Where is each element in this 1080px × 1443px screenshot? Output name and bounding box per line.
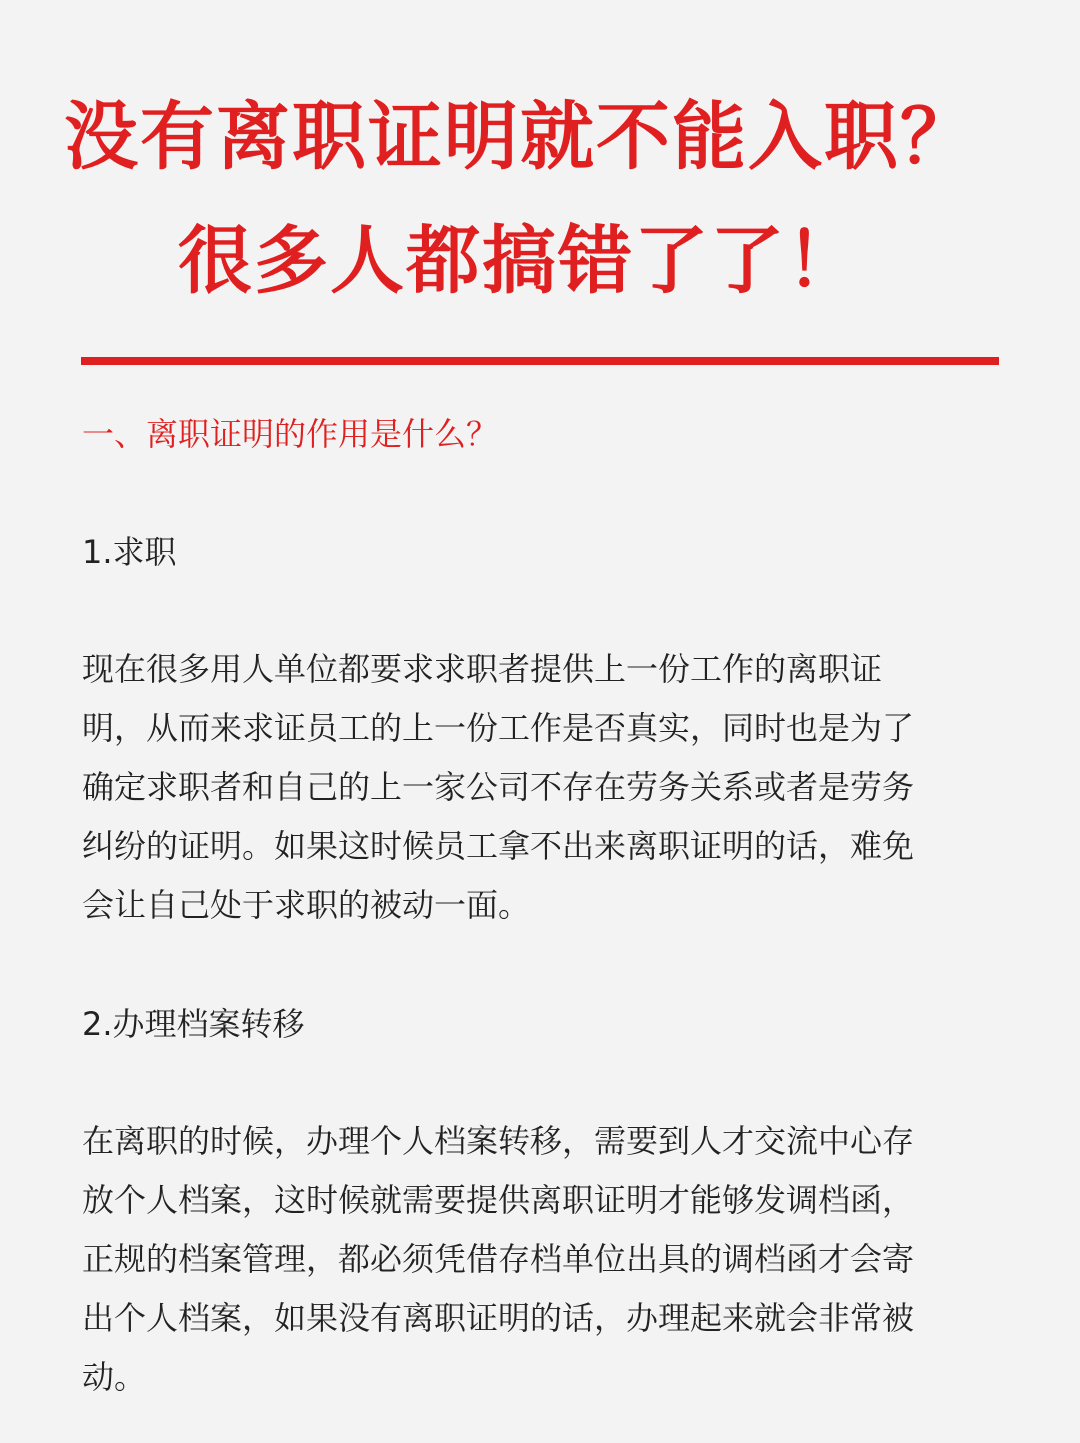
item-2-paragraph	[82, 1112, 1002, 1407]
title-divider	[81, 357, 999, 365]
item-1-heading: 1.求职	[82, 533, 177, 571]
item-2-heading: 2.办理档案转移	[82, 1005, 305, 1043]
title-line-2: 很多人都搞错了了！	[178, 218, 862, 304]
title-line-1: 没有离职证明就不能入职？	[64, 94, 976, 180]
paragraph-line: 正规的档案管理，都必须凭借存档单位出具的调档函才会寄	[82, 1240, 915, 1278]
paragraph-line: 出个人档案，如果没有离职证明的话，办理起来就会非常被	[82, 1299, 915, 1337]
paragraph-line: 现在很多用人单位都要求求职者提供上一份工作的离职证	[82, 650, 883, 688]
paragraph-line: 确定求职者和自己的上一家公司不存在劳务关系或者是劳务	[82, 768, 915, 806]
paragraph-line: 会让自己处于求职的被动一面。	[82, 886, 531, 924]
paragraph-line: 在离职的时候，办理个人档案转移，需要到人才交流中心存	[82, 1122, 915, 1160]
section-heading: 一、离职证明的作用是什么？	[82, 415, 499, 453]
paragraph-line: 动。	[82, 1358, 147, 1396]
paragraph-line: 放个人档案，这时候就需要提供离职证明才能够发调档函，	[82, 1181, 915, 1219]
item-1-paragraph	[82, 640, 1002, 935]
paragraph-line: 纠纷的证明。如果这时候员工拿不出来离职证明的话，难免	[82, 827, 915, 865]
paragraph-line: 明，从而来求证员工的上一份工作是否真实，同时也是为了	[82, 709, 915, 747]
